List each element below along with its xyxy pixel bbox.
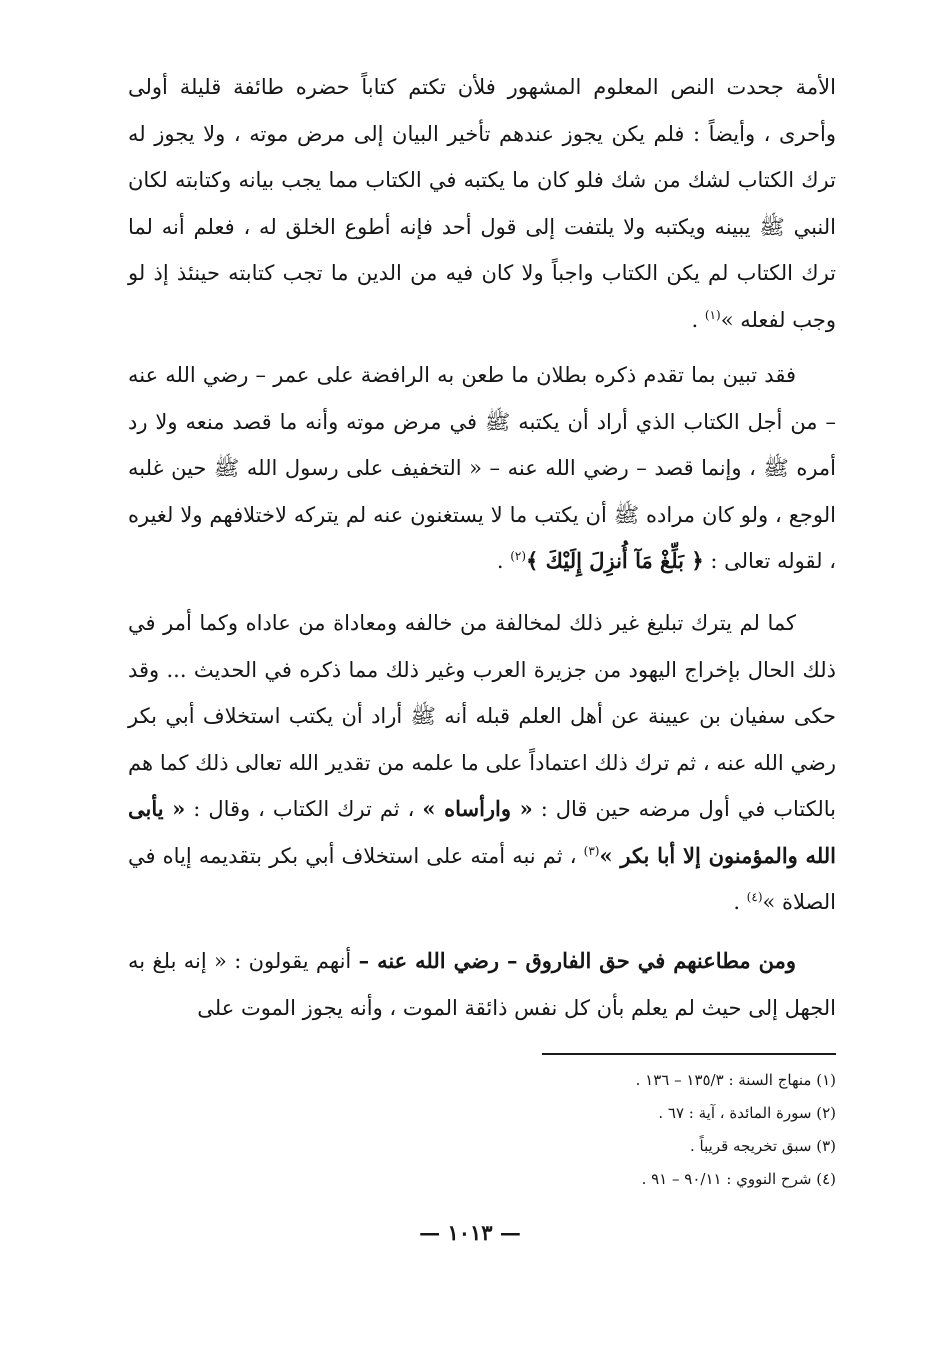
hadith-quote-1: « وارأساه » <box>422 796 533 821</box>
paragraph-3 <box>128 600 836 926</box>
paragraph-2-text: فقد تبين بما تقدم ذكره بطلان ما طعن به الرافضة على عمر – رضي الله عنه – من أجل الكتاب الذي أراد أن يكتبه ﷺ في مرض موته وأنه ما قصد منعه ولا رد أمره ﷺ ، وإنما قصد – رضي الله عنه – « التخفيف على رسول الله ﷺ حين غلبه الوجع ، ولو كان مراده ﷺ أن يكتب ما لا يستغنون عنه لم يتركه لاختلافهم ولا لغيره ، لقوله تعالى : <box>128 363 836 573</box>
paragraph-2-end: . <box>496 549 511 573</box>
paragraph-2 <box>128 352 836 585</box>
footnote-1: (١) منهاج السنة : ١٣٥/٣ – ١٣٦ . <box>635 1071 836 1089</box>
footnote-ref-2: (٢) <box>510 549 527 563</box>
footnote-3: (٣) سبق تخريجه قريباً . <box>690 1137 836 1155</box>
paragraph-4-text: أنهم يقولون : « إنه بلغ به الجهل إلى حيث لم يعلم بأن كل نفس ذائقة الموت ، وأنه يجوز الموت على <box>128 949 836 1020</box>
footnote-separator <box>542 1053 836 1055</box>
footnote-4: (٤) شرح النووي : ٩٠/١١ – ٩١ . <box>641 1170 836 1188</box>
quran-verse: ﴿ بَلِّغْ مَآ أُنزِلَ إِلَيْكَ ﴾ <box>526 548 704 573</box>
paragraph-1-end: . <box>691 307 705 332</box>
paragraph-1-text: الأمة جحدت النص المعلوم المشهور فلأن تكتم كتاباً حضره طائفة قليلة أولى وأحرى ، وأيضاً : فلم يكن يجوز عندهم تأخير البيان إلى مرض موته ، ولا يجوز له ترك الكتاب لشك من شك فلو كان ما يكتبه في الكتاب مما يجب بيانه وكتابته لكان النبي ﷺ يبينه ويكتبه ولا يلتفت إلى قول أحد فإنه أطوع الخلق له ، فعلم أنه لما ترك الكتاب لم يكن الكتاب واجباً ولا كان فيه من الدين ما تجب كتابته حينئذ إذ لو وجب لفعله » <box>128 75 836 332</box>
footnotes <box>430 1064 836 1196</box>
footnote-ref-3: (٣) <box>583 843 600 858</box>
paragraph-3-text-a: كما لم يترك تبليغ غير ذلك لمخالفة من خالفه ومعاداة من عاداه وكما أمر في ذلك الحال بإخراج اليهود من جزيرة العرب وغير ذلك مما ذكره في الحديث ... وقد حكى سفيان بن عيينة عن أهل العلم قبله أنه ﷺ أراد أن يكتب استخلاف أبي بكر رضي الله عنه ، ثم ترك ذلك اعتماداً على ما علمه من تقدير الله تعالى ذلك كما هم بالكتاب في أول مرضه حين قال : <box>128 611 836 821</box>
paragraph-1 <box>128 64 836 343</box>
paragraph-3-text-c: ، ثم نبه أمته على استخلاف أبي بكر بتقديمه إياه في الصلاة » <box>128 843 836 914</box>
footnote-ref-4: (٤) <box>746 890 763 904</box>
page-number: — ١٠١٣ — <box>419 1220 521 1245</box>
section-lead-heading: ومن مطاعنهم في حق الفاروق – رضي الله عنه – <box>358 948 797 973</box>
paragraph-3-end: . <box>733 890 747 914</box>
paragraph-3-text-b: ، ثم ترك الكتاب ، وقال : <box>193 797 415 821</box>
footnote-2: (٢) سورة المائدة ، آية : ٦٧ . <box>658 1104 836 1122</box>
footnote-ref-1: (١) <box>704 307 721 322</box>
hadith-quote-2: « يأبى الله والمؤمنون إلا أبا بكر » <box>128 796 837 868</box>
paragraph-4 <box>128 938 836 1031</box>
